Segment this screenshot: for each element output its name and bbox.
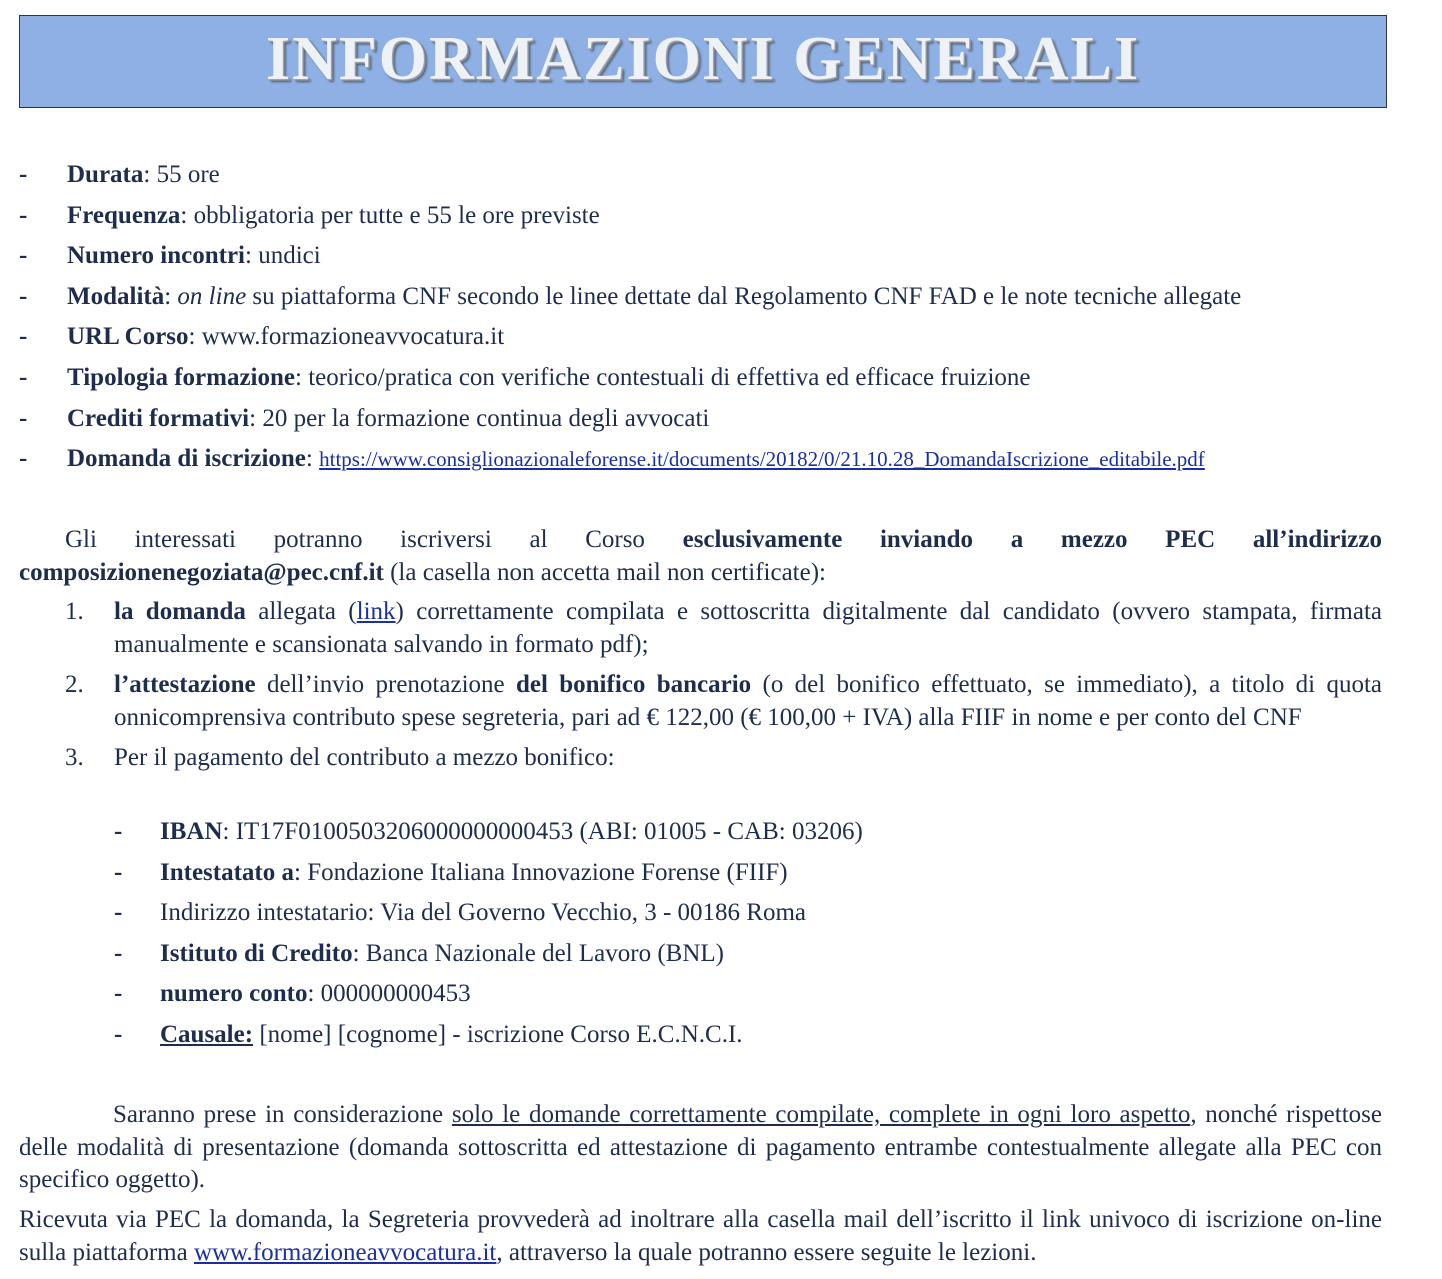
bank-item-iban — [19, 812, 1382, 853]
step-bold-2: del bonifico bancario — [515, 671, 752, 698]
bank-value: : Fondazione Italiana Innovazione Forense (FIIF) — [294, 858, 788, 886]
info-item-incontri — [19, 236, 1389, 277]
info-label: Frequenza — [67, 201, 181, 229]
step-bold: l’attestazione — [114, 671, 256, 698]
bullet-dash: - — [19, 161, 28, 188]
bullet-dash: - — [114, 980, 123, 1008]
bullet-dash: - — [19, 363, 28, 391]
info-value: su piattaforma CNF secondo le linee dettate dal Regolamento CNF FAD e le note tecniche allegate — [246, 282, 1242, 310]
bank-value: : IT17F0100503206000000000453 (ABI: 01005 - CAB: 03206) — [222, 818, 863, 845]
bullet-dash: - — [114, 939, 123, 967]
info-item-url — [19, 317, 1389, 358]
info-label: Durata — [67, 161, 144, 188]
info-value: : teorico/pratica con verifiche contestuali di effettiva ed efficace fruizione — [295, 363, 1031, 391]
bank-label: Causale: — [160, 1020, 254, 1048]
bank-label: Istituto di Credito — [160, 939, 353, 967]
bank-label: IBAN — [160, 818, 223, 845]
bank-label: numero conto — [160, 980, 308, 1008]
step-number: 3. — [65, 744, 84, 771]
step-text-end: ) correttamente compilata e sottoscritta digitalmente dal candidato (ovvero stampata, firmata manualmente e scansionata salvando in formato pdf); — [114, 598, 1382, 658]
info-item-domanda — [19, 439, 1389, 480]
info-label: Modalità — [67, 282, 165, 310]
info-value: : 55 ore — [143, 161, 220, 188]
bullet-dash: - — [19, 323, 28, 351]
enrollment-text-end: , attraverso la quale potranno essere seguite le lezioni. — [496, 1238, 1037, 1266]
bank-item-indirizzo — [19, 893, 1382, 934]
bullet-dash: - — [114, 899, 123, 927]
info-value: : undici — [245, 242, 321, 270]
bank-value: [nome] [cognome] - iscrizione Corso E.C.N.C.I. — [253, 1020, 743, 1048]
conditions-text-end: , nonché rispettose delle modalità di presentazione (domanda sottoscritta ed attestazione di pagamento entrambe contestualmente allegate alla PEC con specifico oggetto). — [19, 1101, 1382, 1193]
step-item-3 — [19, 742, 1382, 775]
info-italic: on line — [177, 282, 247, 310]
info-label: Tipologia formazione — [67, 363, 296, 391]
bank-item-conto — [19, 974, 1382, 1015]
info-item-durata — [19, 155, 1389, 196]
info-label: Crediti formativi — [67, 404, 250, 432]
info-value: : 20 per la formazione continua degli avvocati — [249, 404, 710, 432]
course-info-list — [19, 155, 1389, 480]
enrollment-text: Ricevuta via PEC la domanda, la Segreteria provvederà ad inoltrare alla casella mail dell’iscritto il link univoco di iscrizione on-line sulla piattaforma — [19, 1206, 1382, 1266]
bank-label: Intestatato a — [160, 858, 295, 886]
bank-item-istituto — [19, 934, 1382, 975]
intro-bold: esclusivamente inviando a mezzo PEC all’indirizzo composizionenegoziata@pec.cnf.it — [19, 526, 1382, 586]
step-item-2 — [19, 669, 1382, 734]
step-number: 2. — [65, 671, 84, 698]
info-separator: : — [164, 282, 178, 310]
intro-paragraph — [19, 524, 1382, 589]
bullet-dash: - — [114, 818, 123, 845]
bank-details-list — [19, 812, 1382, 1056]
info-label: URL Corso — [67, 323, 189, 351]
bank-value: : Banca Nazionale del Lavoro (BNL) — [352, 939, 724, 967]
banner-title: INFORMAZIONI GENERALI — [266, 25, 1140, 93]
bank-item-causale — [19, 1015, 1382, 1056]
info-label: Numero incontri — [67, 242, 245, 270]
info-item-crediti — [19, 399, 1389, 440]
platform-link[interactable]: www.formazioneavvocatura.it — [193, 1238, 497, 1266]
bullet-dash: - — [19, 242, 28, 270]
bullet-dash: - — [19, 445, 28, 473]
conditions-text: Saranno prese in considerazione — [113, 1101, 452, 1128]
step-text-end: (o del bonifico effettuato, se immediato), a titolo di quota onnicomprensiva contributo spese segreteria, pari ad € 122,00 (€ 100,00 + IVA) alla FIIF in nome e per conto del CNF — [114, 671, 1382, 731]
intro-text: Gli interessati potranno iscriversi al Corso — [65, 526, 683, 553]
enrollment-paragraph — [19, 1204, 1382, 1269]
step-bold: la domanda — [114, 598, 246, 625]
conditions-underlined: solo le domande correttamente compilate, complete in ogni loro aspetto — [451, 1101, 1191, 1128]
section-banner — [19, 15, 1387, 108]
info-item-frequenza — [19, 196, 1389, 237]
info-label: Domanda di iscrizione — [67, 445, 306, 473]
form-link[interactable]: link — [356, 598, 396, 625]
bullet-dash: - — [114, 1020, 123, 1048]
bank-value: : 000000000453 — [307, 980, 471, 1008]
intro-text-end: (la casella non accetta mail non certificate): — [383, 558, 826, 586]
step-item-1 — [19, 596, 1382, 661]
info-value: : obbligatoria per tutte e 55 le ore previste — [180, 201, 600, 229]
bullet-dash: - — [19, 201, 28, 229]
step-text: allegata ( — [245, 598, 357, 625]
steps-list — [19, 596, 1382, 783]
step-number: 1. — [65, 598, 84, 625]
bullet-dash: - — [114, 858, 123, 886]
info-item-tipologia — [19, 358, 1389, 399]
application-form-link[interactable]: https://www.consiglionazionaleforense.it/documents/20182/0/21.10.28_DomandaIscrizione_editabile.pdf — [319, 447, 1205, 472]
info-item-modalita — [19, 277, 1389, 318]
step-text: Per il pagamento del contributo a mezzo bonifico: — [114, 744, 615, 771]
bank-item-intestatario — [19, 853, 1382, 894]
step-text: dell’invio prenotazione — [255, 671, 516, 698]
bullet-dash: - — [19, 282, 28, 310]
info-value: : www.formazioneavvocatura.it — [188, 323, 505, 351]
info-separator: : — [305, 445, 320, 473]
conditions-paragraph — [19, 1099, 1382, 1197]
bullet-dash: - — [19, 404, 28, 432]
bank-value: Indirizzo intestatario: Via del Governo Vecchio, 3 - 00186 Roma — [160, 899, 807, 927]
